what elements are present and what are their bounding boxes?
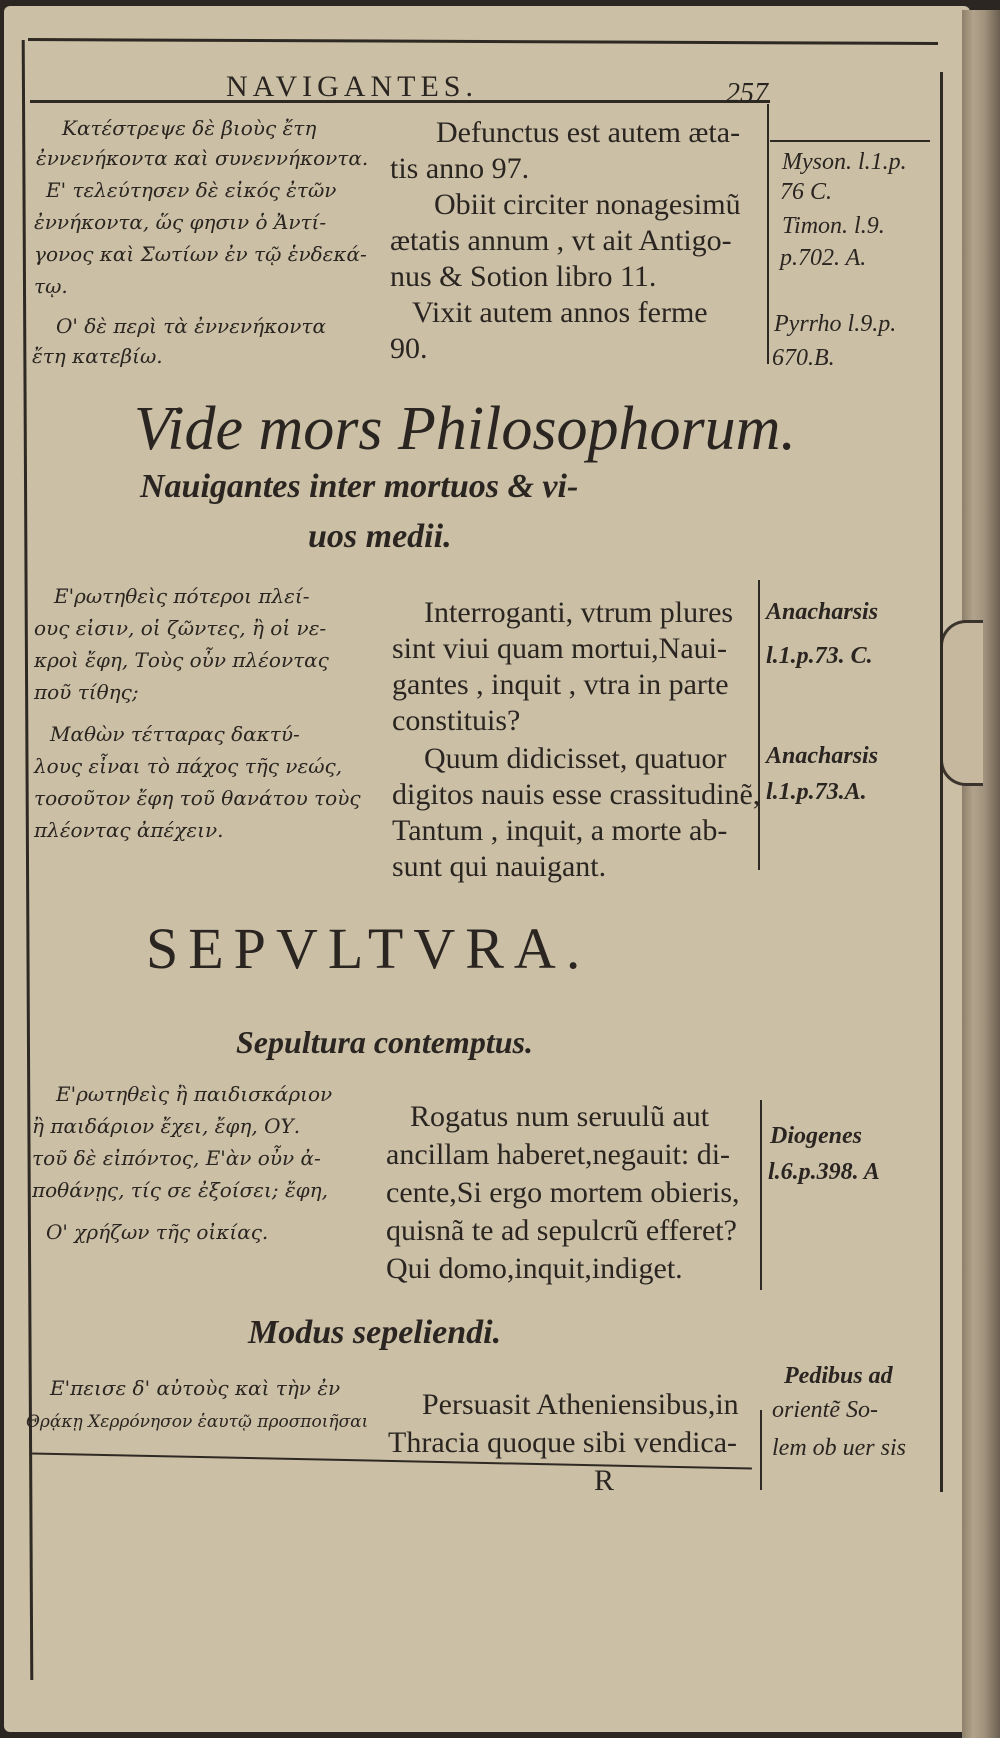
latin-line: ætatis annum , vt ait Antigo- xyxy=(390,224,732,257)
margin-note: Myson. l.1.p. xyxy=(782,149,907,175)
greek-line: ἐννενήκοντα καὶ συνεννήκοντα. xyxy=(36,146,369,170)
heading-vide-mors: Vide mors Philosophorum. xyxy=(134,395,796,463)
margin-note: lem ob uer sis xyxy=(772,1435,906,1461)
greek-line: λους εἶναι τὸ πάχος τῆς νεώς, xyxy=(34,754,343,778)
latin-line: tis anno 97. xyxy=(390,152,530,185)
greek-line: Ε'ρωτηθεὶς πότεροι πλεί- xyxy=(54,584,310,608)
margin-note: l.1.p.73. C. xyxy=(766,643,873,669)
latin-line: Persuasit Atheniensibus,in xyxy=(422,1388,739,1421)
margin-note: 76 C. xyxy=(780,179,833,205)
greek-line: τοῦ δὲ εἰπόντος, Ε'ὰν οὖν ἀ- xyxy=(32,1146,321,1170)
latin-line: Quum didicisset, quatuor xyxy=(424,742,727,775)
greek-line: ποῦ τίθης; xyxy=(34,680,139,704)
latin-line: gantes , inquit , vtra in parte xyxy=(392,668,729,701)
greek-line: Ο' δὲ περὶ τὰ ἐννενήκοντα xyxy=(56,314,326,338)
latin-line: sint viui quam mortui,Naui- xyxy=(392,632,727,665)
greek-line: κροὶ ἔφη, Τοὺς οὖν πλέοντας xyxy=(34,648,329,672)
greek-line: Μαθὼν τέτταρας δακτύ- xyxy=(50,722,300,746)
greek-line: Ε'ρωτηθεὶς ἢ παιδισκάριον xyxy=(56,1082,333,1106)
greek-line: Ο' χρήζων τῆς οἰκίας. xyxy=(46,1220,269,1244)
latin-line: Interroganti, vtrum plures xyxy=(424,596,734,629)
right-border-rule xyxy=(940,72,943,1492)
margin-note: Diogenes xyxy=(770,1123,862,1149)
running-title: NAVIGANTES. xyxy=(226,70,478,103)
greek-line: ους εἰσιν, οἱ ζῶντες, ἢ οἱ νε- xyxy=(34,616,327,640)
margin-note: l.6.p.398. A xyxy=(768,1159,880,1185)
latin-line: sunt qui nauigant. xyxy=(392,850,607,883)
greek-line: ἔτη κατεβίω. xyxy=(32,344,163,368)
margin-note: Pyrrho l.9.p. xyxy=(774,311,897,337)
margin-note: p.702. A. xyxy=(780,245,867,271)
latin-line: Defunctus est autem æta- xyxy=(436,116,741,149)
latin-line: constituis? xyxy=(392,704,521,737)
greek-line: πλέοντας ἀπέχειν. xyxy=(34,818,224,842)
page-edges xyxy=(962,10,1000,1738)
latin-line: quisnã te ad sepulcrũ efferet? xyxy=(386,1214,737,1247)
page-tab-mark xyxy=(940,620,983,786)
subheading-nauigantes-line1: Nauigantes inter mortuos & vi- xyxy=(140,468,579,505)
greek-line: Κατέστρεψε δὲ βιοὺς ἔτη xyxy=(62,116,317,140)
margin-note: Anacharsis xyxy=(766,743,879,769)
greek-line: ἢ παιδάριον ἔχει, ἔφη, ΟΥ. xyxy=(32,1114,301,1138)
greek-line: Ε'πεισε δ' αὐτοὺς καὶ τὴν ἐν xyxy=(50,1376,341,1400)
margin-note: l.1.p.73.A. xyxy=(766,779,867,805)
page-number: 257 xyxy=(726,78,768,109)
signature-mark: R xyxy=(594,1464,615,1497)
latin-line: Thracia quoque sibi vendica- xyxy=(388,1426,738,1459)
margin-column-rule-3 xyxy=(760,1100,762,1290)
greek-line: τῳ. xyxy=(34,274,68,298)
latin-line: cente,Si ergo mortem obieris, xyxy=(386,1176,740,1209)
margin-note: Timon. l.9. xyxy=(782,213,885,239)
heading-sepultura: SEPVLTVRA. xyxy=(146,916,591,981)
latin-line: Rogatus num seruulũ aut xyxy=(410,1100,710,1133)
margin-note: Pedibus ad xyxy=(784,1363,893,1389)
margin-column-rule-4 xyxy=(760,1410,762,1490)
greek-line: ἐννήκοντα, ὥς φησιν ὁ Ἀντί- xyxy=(34,210,327,234)
margin-top-rule xyxy=(770,140,930,142)
latin-line: 90. xyxy=(390,332,428,365)
greek-line: Ε' τελεύτησεν δὲ εἰκός ἐτῶν xyxy=(46,178,337,202)
margin-column-rule xyxy=(767,104,769,364)
latin-line: Qui domo,inquit,indiget. xyxy=(386,1252,683,1285)
margin-note: orientẽ So- xyxy=(772,1397,878,1423)
latin-line: nus & Sotion libro 11. xyxy=(390,260,657,293)
latin-line: digitos nauis esse crassitudinẽ, xyxy=(392,778,761,811)
greek-line: Θρᾴκῃ Χερρόνησον ἑαυτῷ προσποιῆσαι xyxy=(26,1412,369,1432)
margin-note: Anacharsis xyxy=(766,599,879,625)
subheading-nauigantes-line2: uos medii. xyxy=(308,518,452,555)
margin-note: 670.B. xyxy=(772,345,835,371)
latin-line: Obiit circiter nonagesimũ xyxy=(434,188,741,221)
greek-line: ποθάνῃς, τίς σε ἐξοίσει; ἔφη, xyxy=(32,1178,329,1202)
latin-line: Vixit autem annos ferme xyxy=(412,296,708,329)
greek-line: τοσοῦτον ἔφη τοῦ θανάτου τοὺς xyxy=(34,786,361,810)
latin-line: ancillam haberet,negauit: di- xyxy=(386,1138,731,1171)
latin-line: Tantum , inquit, a morte ab- xyxy=(392,814,728,847)
margin-column-rule-2 xyxy=(758,580,760,870)
greek-line: γονος καὶ Σωτίων ἐν τῷ ἑνδεκά- xyxy=(34,242,367,266)
subheading-modus-sepeliendi: Modus sepeliendi. xyxy=(248,1314,502,1351)
subheading-sepultura-contemptus: Sepultura contemptus. xyxy=(236,1024,533,1060)
